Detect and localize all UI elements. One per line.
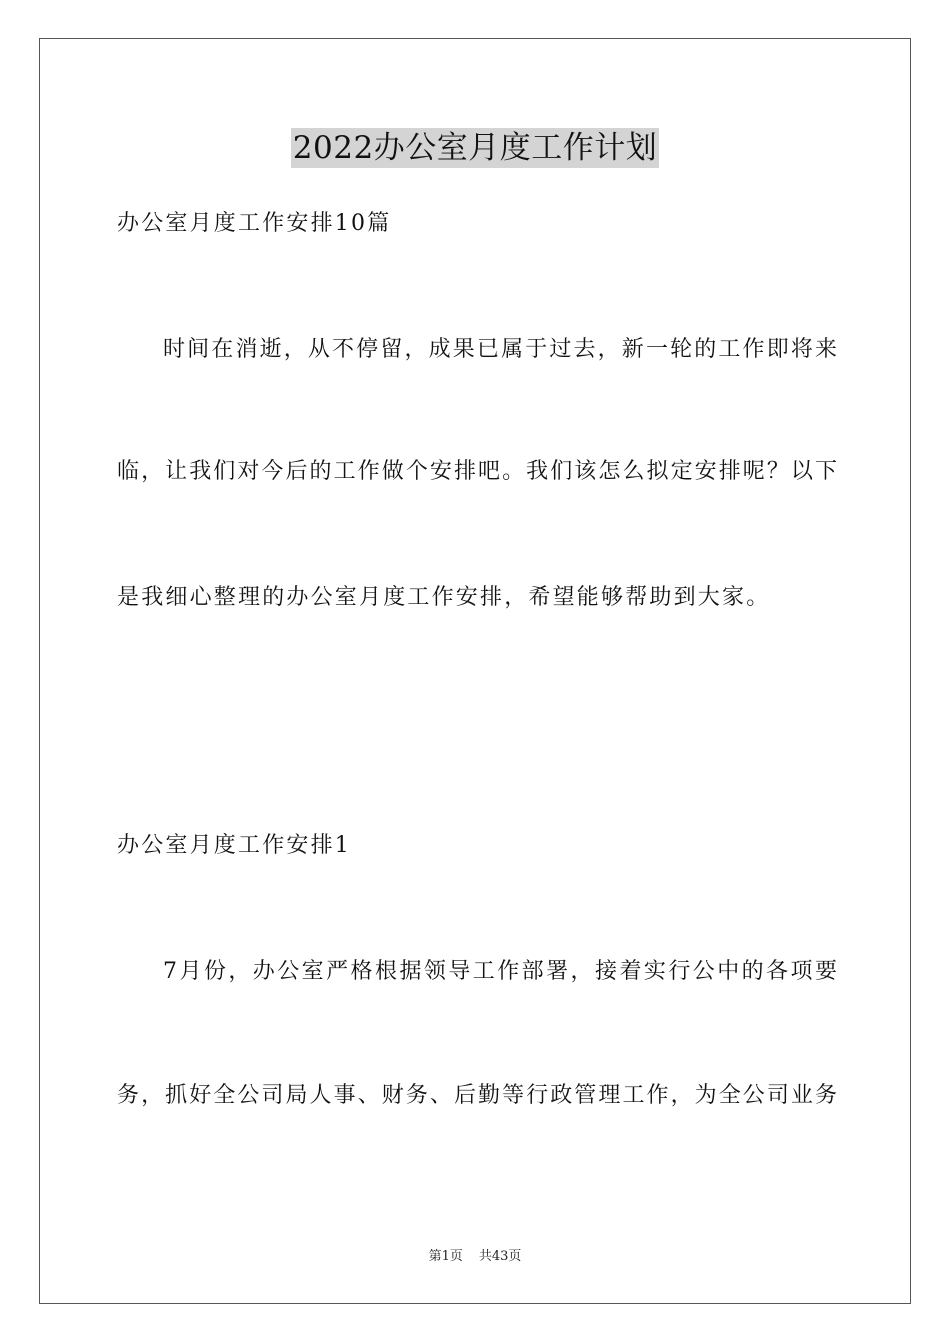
section-paragraph-line-2: 务，抓好全公司局人事、财务、后勤等行政管理工作，为全公司业务 — [117, 1083, 837, 1108]
section-heading: 办公室月度工作安排1 — [117, 833, 351, 858]
document-subtitle: 办公室月度工作安排10篇 — [117, 211, 392, 236]
title-container — [0, 128, 950, 168]
intro-paragraph-line-3: 是我细心整理的办公室月度工作安排，希望能够帮助到大家。 — [117, 585, 771, 610]
document-title: 2022办公室月度工作计划 — [292, 130, 658, 166]
page-footer — [0, 1248, 950, 1266]
intro-paragraph-line-1: 时间在消逝，从不停留，成果已属于过去，新一轮的工作即将来 — [163, 337, 837, 362]
page-number: 第1页 — [428, 1249, 463, 1264]
page-total: 共43页 — [478, 1249, 522, 1264]
section-paragraph-line-1: 7月份，办公室严格根据领导工作部署，接着实行公中的各项要 — [163, 959, 837, 984]
intro-paragraph-line-2: 临，让我们对今后的工作做个安排吧。我们该怎么拟定安排呢？以下 — [117, 459, 837, 484]
